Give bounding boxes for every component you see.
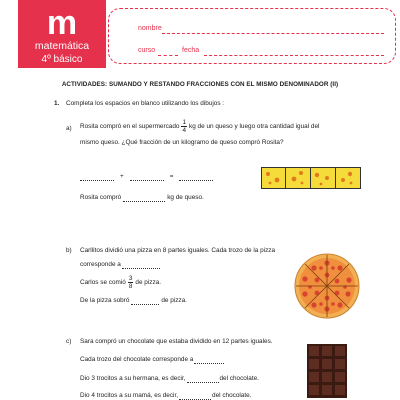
pizza-icon: [294, 253, 360, 319]
cheese-piece-2: [286, 167, 311, 189]
leftover-blank[interactable]: [131, 298, 159, 305]
logo-letter: m: [46, 4, 78, 42]
part-b-letter: b): [66, 247, 72, 254]
part-c-letter: c): [66, 338, 72, 345]
fraction-one-quarter: [181, 119, 187, 134]
mother-blank[interactable]: [179, 393, 211, 400]
part-b-line3: [80, 275, 161, 289]
chocolate-bar-icon: [307, 344, 347, 398]
plus-sign: +: [120, 173, 124, 180]
left-text-after: de pizza.: [161, 297, 187, 304]
chocolate-piece: [321, 371, 333, 383]
part-c-line2: [80, 355, 224, 364]
fraction-denominator: 4: [182, 126, 187, 134]
part-b-line1: Carllitos dividió una pizza en 8 partes iguales. Cada trozo de la pizza: [80, 247, 276, 254]
ate-text-after: de pizza.: [135, 278, 161, 286]
question-number: 1.: [54, 100, 60, 107]
sister-text-before: Dio 3 trocitos a su hermana, es decir,: [80, 375, 186, 382]
cheese-piece-3: [311, 167, 336, 189]
part-b-line4: [80, 296, 187, 305]
date-field[interactable]: [204, 55, 384, 56]
part-a-line2: mismo queso. ¿Qué fracción de un kilogramo de queso compró Rosita?: [80, 139, 284, 146]
fraction-three-eighths: [128, 275, 134, 290]
chocolate-piece: [334, 371, 346, 383]
name-label: nombre: [138, 25, 162, 32]
part-c-text: Cada trozo del chocolate corresponde a: [80, 356, 194, 363]
chocolate-piece: [321, 345, 333, 357]
left-text-before: De la pizza sobró: [80, 297, 130, 304]
chocolate-piece: [308, 384, 320, 396]
course-field[interactable]: [158, 55, 178, 56]
chocolate-column: [308, 345, 320, 397]
chocolate-piece: [308, 371, 320, 383]
fraction-numerator: 3: [128, 274, 133, 282]
part-a-answer: [80, 193, 204, 202]
answer-a-blank[interactable]: [123, 195, 165, 202]
addend1-blank[interactable]: [80, 174, 114, 181]
part-a-text-before: Rosita compró en el supermercado: [80, 122, 180, 130]
mother-text-before: Dio 4 trocitos a su mamá, es decir,: [80, 392, 179, 399]
chocolate-piece: [308, 358, 320, 370]
equals-sign: =: [169, 173, 174, 180]
question-prompt: Completa los espacios en blanco utilizando los dibujos :: [66, 100, 225, 107]
mother-text-after: del chocolate.: [212, 392, 252, 399]
date-label: fecha: [182, 47, 200, 54]
chocolate-column: [321, 345, 333, 397]
chocolate-piece: [334, 384, 346, 396]
fraction-numerator: 1: [182, 118, 187, 126]
chocolate-piece: [321, 358, 333, 370]
piece-fraction-blank[interactable]: [194, 357, 224, 364]
ate-text-before: Carlos se comió: [80, 278, 126, 286]
part-a-letter: a): [66, 125, 72, 132]
sister-text-after: del chocolate.: [219, 375, 259, 382]
part-b-text: corresponde a: [80, 261, 121, 268]
cheese-piece-1: [261, 167, 286, 189]
fraction-denominator: 8: [128, 282, 133, 290]
chocolate-piece: [334, 358, 346, 370]
chocolate-piece: [334, 345, 346, 357]
part-b-line2: [80, 260, 160, 269]
answer-a-after: kg de queso.: [167, 194, 204, 201]
cheese-block-icon: [261, 167, 361, 189]
name-field[interactable]: [162, 33, 384, 34]
part-a-text-after: kg de un queso y luego otra cantidad igual del: [189, 122, 320, 130]
chocolate-column: [334, 345, 346, 397]
part-c-line3: [80, 374, 259, 383]
addend2-blank[interactable]: [130, 174, 164, 181]
course-label: curso: [138, 47, 156, 54]
logo-word: matemática: [34, 40, 90, 52]
part-c-line1: Sara compró un chocolate que estaba dividido en 12 partes iguales.: [80, 338, 273, 345]
part-c-line4: [80, 391, 251, 400]
sum-blank[interactable]: [179, 174, 213, 181]
page-title: ACTIVIDADES: SUMANDO Y RESTANDO FRACCIONES CON EL MISMO DENOMINADOR (II): [61, 81, 339, 88]
chocolate-piece: [308, 345, 320, 357]
grade-label: 4º básico: [41, 54, 83, 65]
brand-logo: [18, 0, 106, 68]
answer-a-before: Rosita compró: [80, 194, 122, 201]
part-a-line1: [80, 119, 380, 133]
slice-fraction-blank[interactable]: [122, 262, 160, 269]
part-a-equation: [80, 172, 230, 181]
sister-blank[interactable]: [187, 376, 219, 383]
chocolate-piece: [321, 384, 333, 396]
cheese-piece-4: [336, 167, 361, 189]
